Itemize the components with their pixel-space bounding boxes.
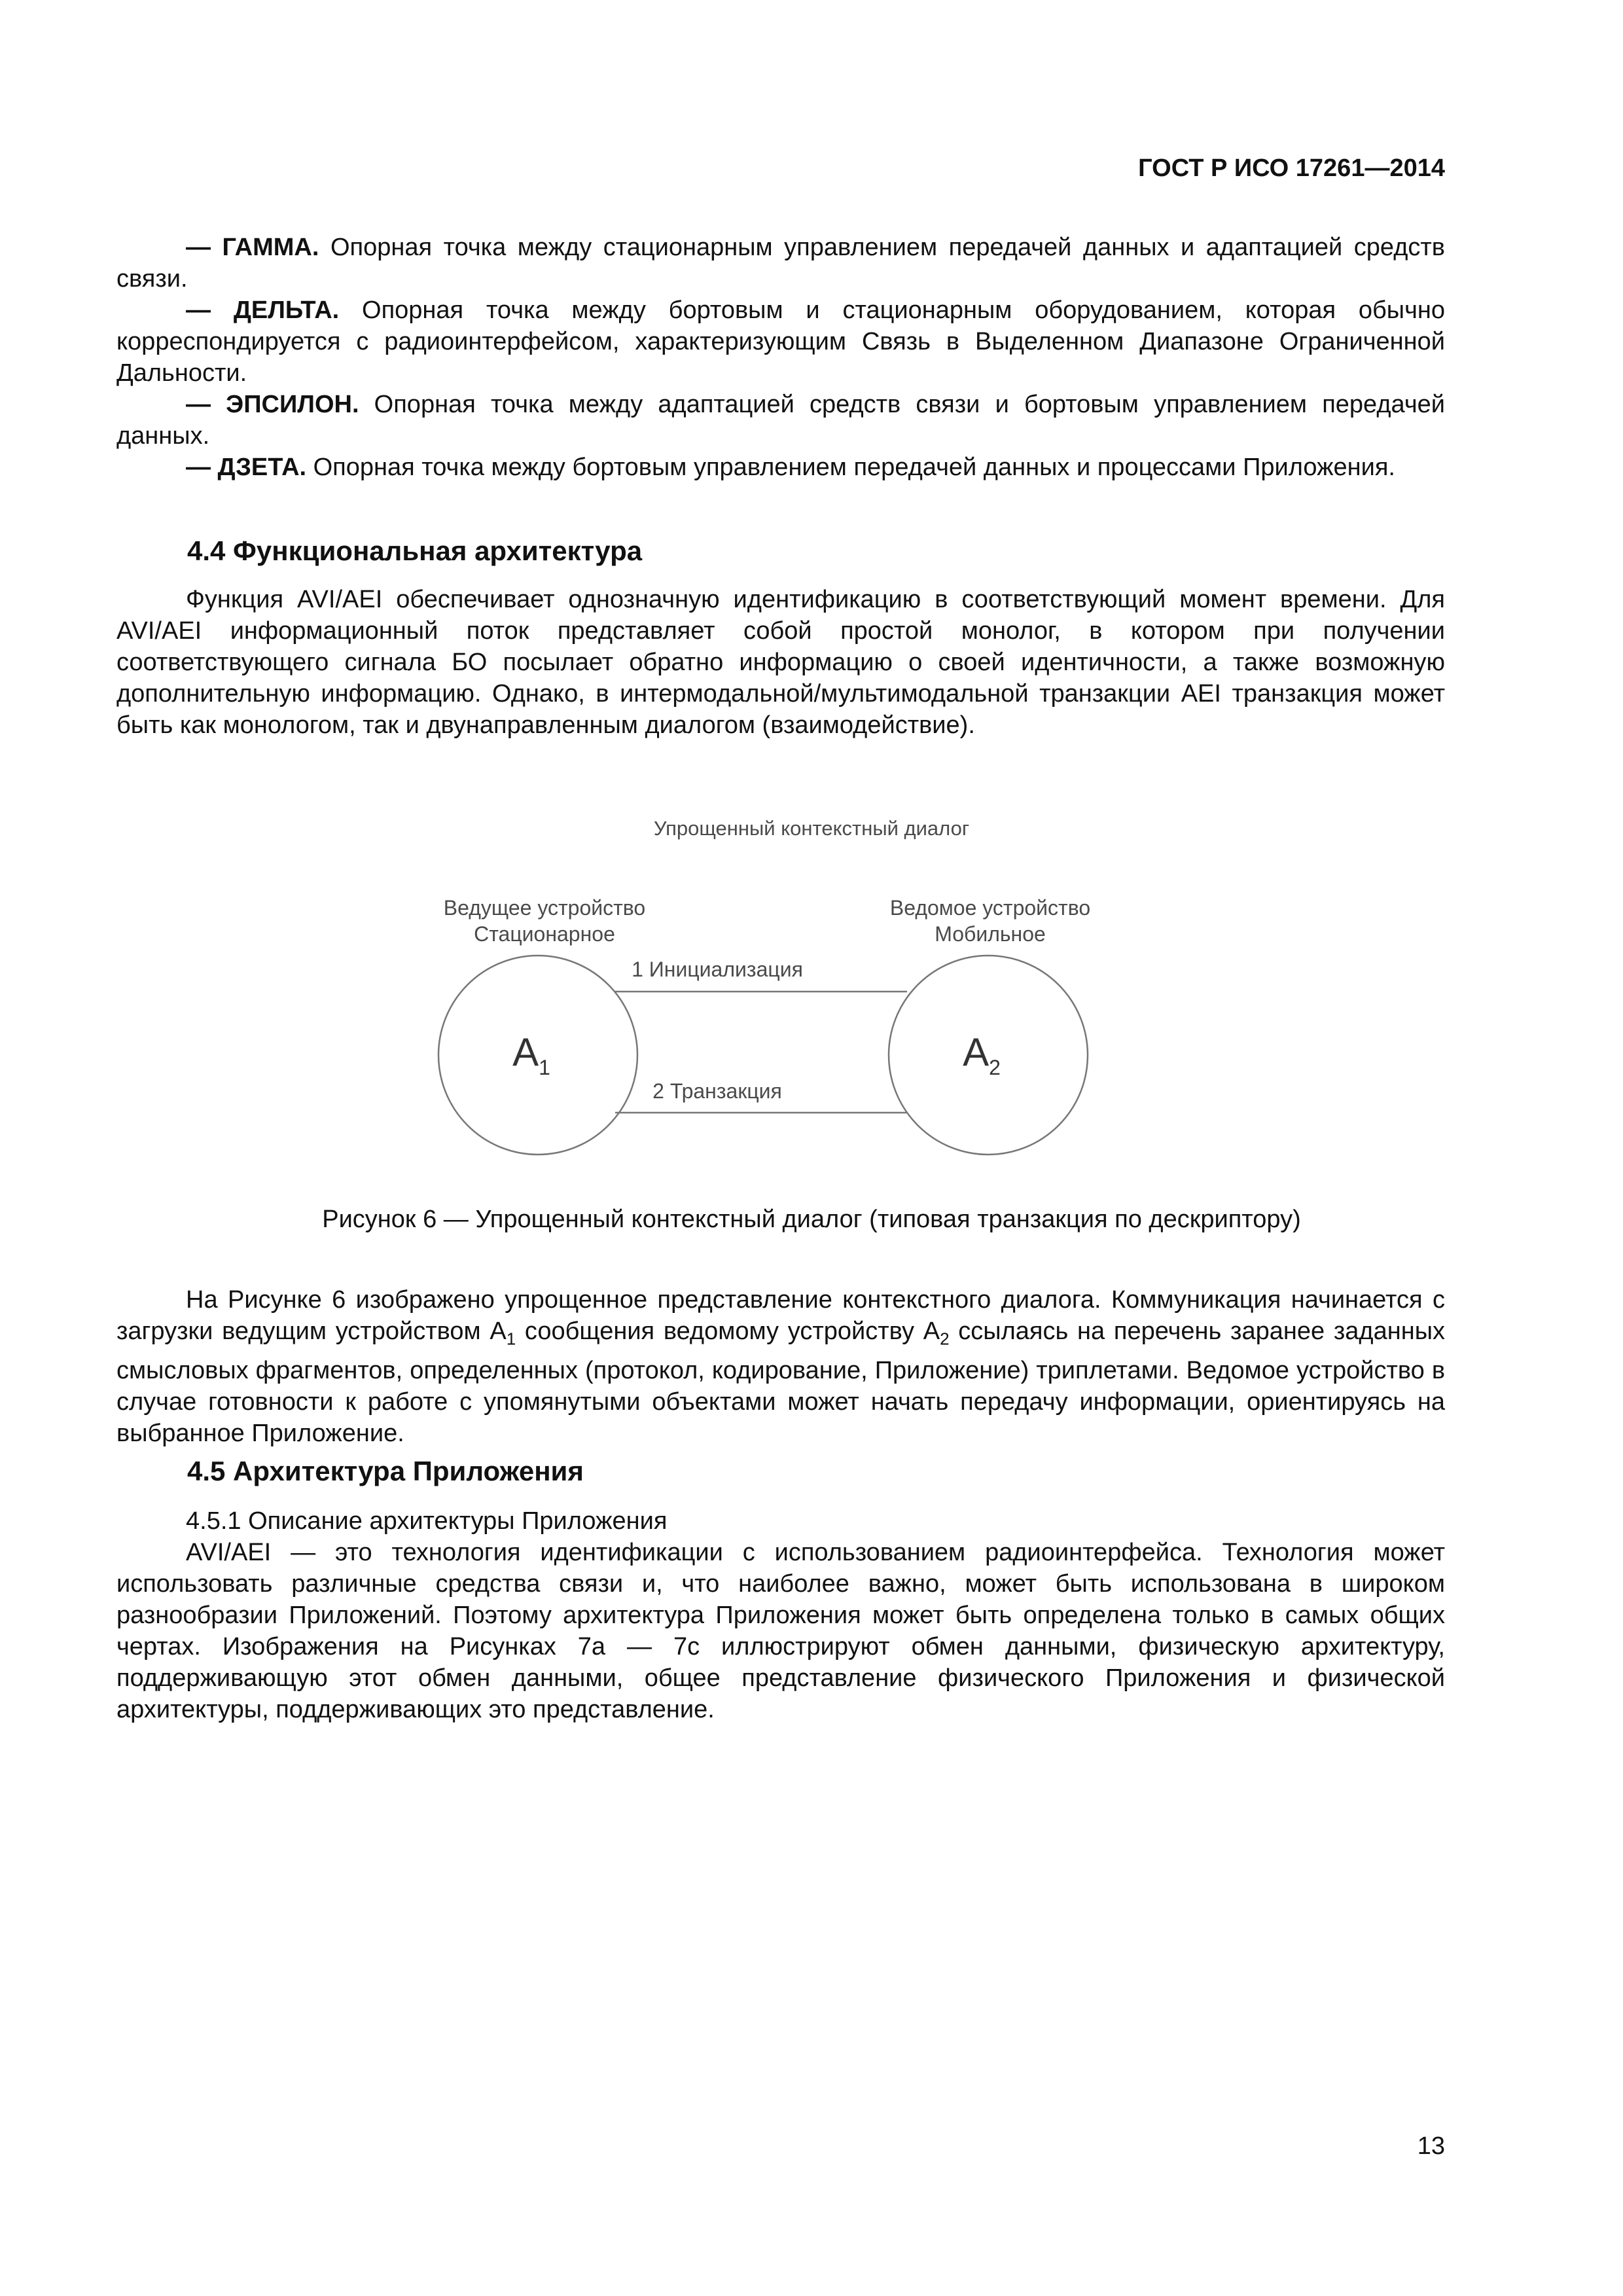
node-a1-subscript: 1 (539, 1056, 550, 1079)
text-run: сообщения ведомому устройству A (516, 1318, 940, 1345)
subsection-heading-4-5-1: 4.5.1 Описание архитектуры Приложения (186, 1507, 668, 1535)
figure-description-block (116, 1284, 1445, 1449)
definition-term: — ГАММА. (186, 234, 319, 261)
definition-term: — ДЗЕТА. (186, 454, 307, 481)
section-4-4-body (116, 584, 1445, 741)
slave-device-label: Ведомое устройство (889, 896, 1091, 920)
definitions-block (116, 232, 1445, 483)
section-heading-4-5: 4.5 Архитектура Приложения (187, 1456, 584, 1486)
subscript: 1 (506, 1329, 516, 1349)
definition-epsilon (116, 389, 1445, 452)
initialization-label: 1 Инициализация (632, 958, 803, 981)
section-heading-4-4: 4.4 Функциональная архитектура (187, 535, 643, 566)
subscript: 2 (940, 1329, 950, 1349)
figure-caption: Рисунок 6 — Упрощенный контекстный диалог (типовая транзакция по дескриптору) (322, 1206, 1301, 1233)
definition-text: Опорная точка между адаптацией средств связи и бортовым управлением передачей данных. (116, 391, 1445, 450)
paragraph: Функция AVI/AEI обеспечивает однозначную идентификацию в соответствующий момент времени. Для AVI/AEI информационный поток представляет собой простой монолог, в котором при получении соответствующего сигнала БО посылает обратно информацию о своей идентичности, а также возможную дополнительную информацию. Однако, в интермодальной/мультимодальной транзакции AEI транзакция может быть как монологом, так и двунаправленным диалогом (взаимодействие). (116, 586, 1445, 739)
master-device-type-label: Стационарное (474, 922, 615, 946)
page-number: 13 (1417, 2132, 1445, 2160)
node-a2-label (963, 1030, 1001, 1079)
definition-term: — ДЕЛЬТА. (186, 296, 340, 324)
definition-term: — ЭПСИЛОН. (186, 391, 359, 418)
node-a1-label (512, 1030, 550, 1079)
text-run: ссылаясь на перечень заранее заданных смысловых фрагментов, определенных (протокол, кодирование, Приложение) триплетами. Ведомое устройство в случае готовности к работе с упомянутыми объектами может начать передачу информации, ориентируясь на выбранное Приложение. (116, 1318, 1446, 1447)
definition-gamma (116, 232, 1445, 295)
figure-6 (0, 801, 1623, 1194)
context-dialog-diagram (0, 801, 1623, 1194)
paragraph: AVI/AEI — это технология идентификации с использованием радиоинтерфейса. Технология может использовать различные средства связи и, что наиболее важно, может быть использована в широком разнообразии Приложений. Поэтому архитектура Приложения может быть определена только в самых общих чертах. Изображения на Рисунках 7а — 7с иллюстрируют обмен данными, физическую архитектуру, поддерживающую этот обмен данными, общее представление физического Приложения и физической архитектуры, поддерживающих это представление. (116, 1539, 1445, 1723)
transaction-label: 2 Транзакция (652, 1079, 782, 1103)
figure-title: Упрощенный контекстный диалог (653, 817, 970, 840)
definition-zeta (116, 452, 1445, 483)
slave-device-type-label: Мобильное (935, 922, 1046, 946)
definition-delta (116, 295, 1445, 389)
text-run: На Рисунке 6 изображено упрощенное представление контекстного диалога. Коммуникация начинается с загрузки ведущим устройством A (116, 1286, 1445, 1345)
definition-text: Опорная точка между бортовым и стационарным оборудованием, которая обычно корреспондируется с радиоинтерфейсом, характеризующим Связь в Выделенном Диапазоне Ограниченной Дальности. (116, 296, 1445, 387)
figure-description-paragraph (116, 1284, 1445, 1449)
node-a2-subscript: 2 (989, 1056, 1001, 1079)
section-4-5-body (116, 1505, 1445, 1725)
document-header: ГОСТ Р ИСО 17261—2014 (1138, 154, 1445, 182)
definition-text: Опорная точка между стационарным управлением передачей данных и адаптацией средств связи. (116, 234, 1445, 293)
definition-text: Опорная точка между бортовым управлением передачей данных и процессами Приложения. (306, 454, 1395, 481)
master-device-label: Ведущее устройство (443, 896, 646, 920)
node-a2-letter: A (963, 1030, 990, 1074)
node-a1-letter: A (512, 1030, 539, 1074)
